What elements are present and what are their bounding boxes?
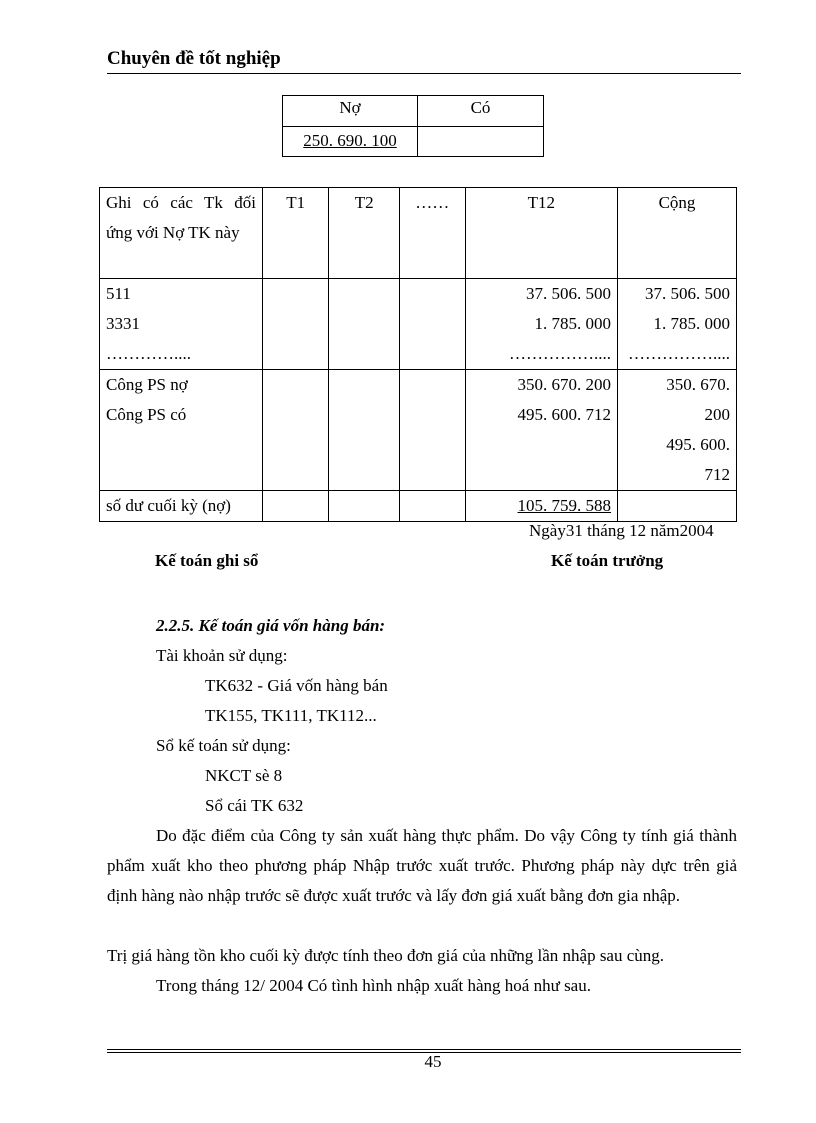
account-item-1: TK632 - Giá vốn hàng bán xyxy=(205,676,388,695)
t12-511: 37. 506. 500 xyxy=(526,284,612,303)
ps-label-cell xyxy=(100,370,263,491)
ps-total-line-3: 495. 600. xyxy=(666,435,730,454)
total-511: 37. 506. 500 xyxy=(645,284,730,303)
header-t12: T12 xyxy=(465,188,617,279)
credit-header: Có xyxy=(418,96,544,127)
closing-t12-cell xyxy=(465,491,617,522)
accounts-label-cell xyxy=(100,279,263,370)
ps-debit-t12: 350. 670. 200 xyxy=(517,375,612,394)
header-label: Ghi có các Tk đối ứng với Nợ TK này xyxy=(100,188,263,279)
ps-total-line-4: 712 xyxy=(704,465,730,484)
header-dots: …… xyxy=(399,188,465,279)
debit-value-cell xyxy=(283,127,418,157)
debit-header: Nợ xyxy=(283,96,418,127)
signature-left: Kế toán ghi sổ xyxy=(155,551,259,570)
account-511: 511 xyxy=(106,284,131,303)
ps-total-line-2: 200 xyxy=(704,405,730,424)
ps-t12-cell xyxy=(465,370,617,491)
ps-credit-label: Công PS có xyxy=(106,405,187,424)
accounts-t12-cell xyxy=(465,279,617,370)
account-3331: 3331 xyxy=(106,314,140,333)
books-label: Sổ kế toán sử dụng: xyxy=(156,736,291,755)
header-total: Cộng xyxy=(618,188,737,279)
account-used-label: Tài khoản sử dụng: xyxy=(156,646,288,665)
total-3331: 1. 785. 000 xyxy=(653,314,730,333)
accounts-total-cell xyxy=(618,279,737,370)
paragraph-2: Trị giá hàng tồn kho cuối kỳ được tính theo đơn giá của những lần nhập sau cùng. xyxy=(107,946,665,965)
paragraph-3: Trong tháng 12/ 2004 Có tình hình nhập xuất hàng hoá như sau. xyxy=(156,976,591,995)
t12-3331: 1. 785. 000 xyxy=(534,314,612,333)
ps-credit-t12: 495. 600. 712 xyxy=(517,405,612,424)
footer-rule xyxy=(107,1049,741,1050)
ps-total-line-1: 350. 670. xyxy=(666,375,730,394)
t12-more: …………….... xyxy=(509,344,612,363)
table-row xyxy=(100,370,737,491)
page-number: 45 xyxy=(424,1052,442,1071)
document-header-title: Chuyên đề tốt nghiệp xyxy=(107,48,281,69)
closing-t12: 105. 759. 588 xyxy=(517,496,612,515)
signature-right: Kế toán trưởng xyxy=(551,551,664,570)
account-more: ………….... xyxy=(106,344,191,363)
total-more: …………….... xyxy=(628,344,730,363)
table-row xyxy=(100,279,737,370)
ps-total-cell xyxy=(618,370,737,491)
ps-debit-label: Công PS nợ xyxy=(106,375,188,394)
header-t1: T1 xyxy=(263,188,329,279)
closing-label: số dư cuối kỳ (nợ) xyxy=(100,491,263,522)
debit-value: 250. 690. 100 xyxy=(303,131,397,150)
table-row xyxy=(100,491,737,522)
balance-table xyxy=(282,95,544,157)
book-item-2: Sổ cái TK 632 xyxy=(205,796,304,815)
ledger-table xyxy=(99,187,737,522)
header-t2: T2 xyxy=(329,188,399,279)
header-rule xyxy=(107,73,741,74)
credit-value xyxy=(418,127,544,157)
paragraph-1: Do đặc điểm của Công ty sản xuất hàng thực phẩm. Do vậy Công ty tính giá thành phẩm xuất kho theo phương pháp Nhập trước xuất trước. Phương pháp này dực trên giả định hàng nào nhập trước sẽ được xuất trước và lấy đơn giá xuất bằng đơn gia nhập. xyxy=(107,826,737,905)
signature-date: Ngày31 tháng 12 năm2004 xyxy=(529,521,714,540)
account-item-2: TK155, TK111, TK112... xyxy=(205,706,377,725)
book-item-1: NKCT sè 8 xyxy=(205,766,283,785)
section-heading: 2.2.5. Kế toán giá vốn hàng bán: xyxy=(156,616,386,635)
